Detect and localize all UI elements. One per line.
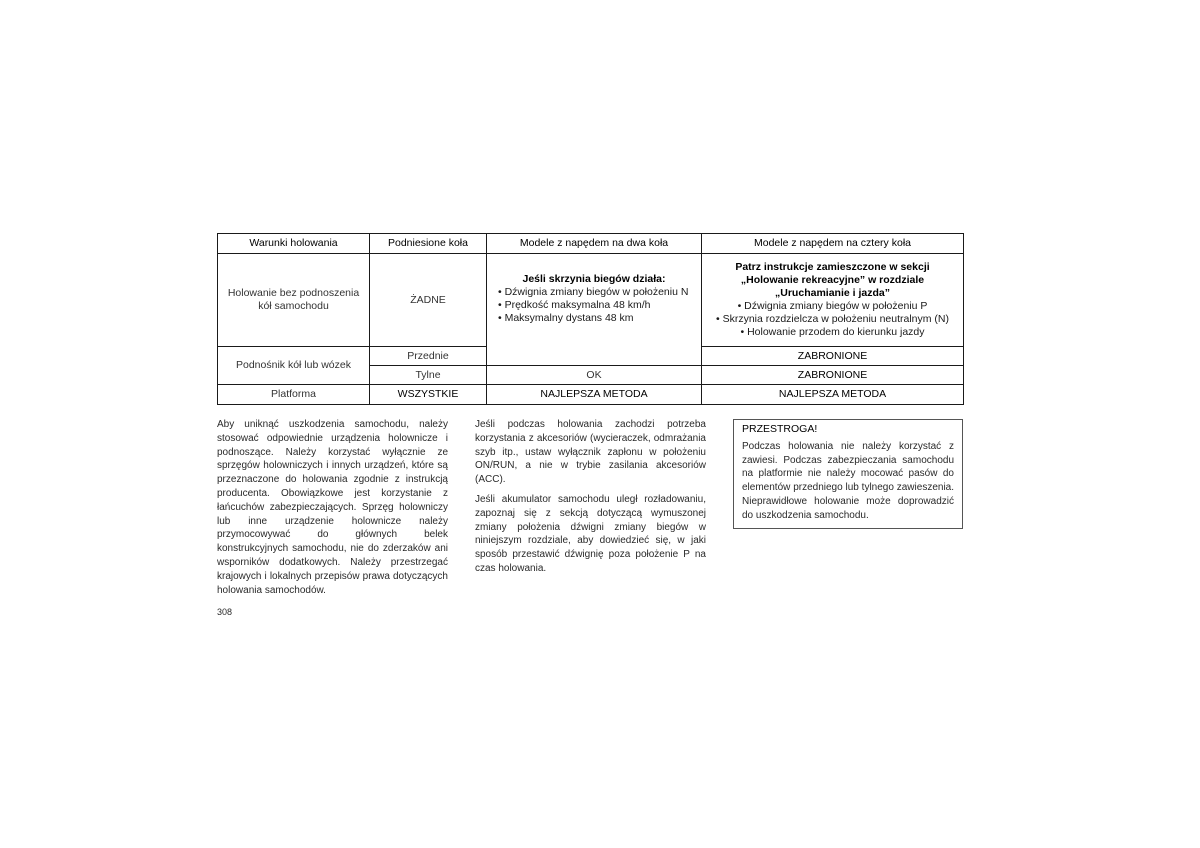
row1-lifted: ŻADNE bbox=[370, 254, 487, 347]
warning-title: PRZESTROGA! bbox=[742, 423, 818, 435]
header-4wd: Modele z napędem na cztery koła bbox=[702, 234, 964, 254]
4wd-note-line: Patrz instrukcje zamieszczone w sekcji bbox=[735, 261, 930, 273]
4wd-note-line: „Uruchamianie i jazda” bbox=[775, 287, 890, 299]
row1-4wd-cell bbox=[702, 254, 964, 347]
row3-condition: Platforma bbox=[218, 385, 370, 405]
4wd-bullet: • Dźwignia zmiany biegów w położeniu P bbox=[737, 300, 928, 312]
header-lifted-wheels: Podniesione koła bbox=[370, 234, 487, 254]
2wd-title: Jeśli skrzynia biegów działa: bbox=[522, 272, 666, 285]
row2-front: Przednie bbox=[370, 347, 487, 366]
paragraph: Jeśli podczas holowania zachodzi potrzeba korzystania z akcesoriów (wycieraczek, odmrażania szyb itp., ustaw wyłącznik zapłonu w położeniu ON/RUN, a nie w trybie zasilania akcesoriów (ACC). bbox=[475, 419, 706, 486]
2wd-bullet: • Maksymalny dystans 48 km bbox=[498, 311, 634, 324]
4wd-note-line: „Holowanie rekreacyjne” w rozdziale bbox=[740, 274, 925, 286]
table-row bbox=[218, 385, 964, 405]
row2-rear: Tylne bbox=[370, 366, 487, 385]
text-column-2 bbox=[475, 418, 706, 582]
row3-2wd: NAJLEPSZA METODA bbox=[487, 385, 702, 405]
header-2wd: Modele z napędem na dwa koła bbox=[487, 234, 702, 254]
paragraph: Jeśli akumulator samochodu uległ rozładowaniu, zapoznaj się z sekcją dotyczącą wymuszonej zmiany położenia dźwigni zmiany biegów w niniejszym rozdziale, aby dowiedzieć się, w jaki sposób przestawić dźwignię poza położenie P na czas holowania. bbox=[475, 493, 706, 574]
row1-condition bbox=[218, 254, 370, 347]
4wd-bullet: • Skrzynia rozdzielcza w położeniu neutralnym (N) bbox=[715, 313, 949, 325]
warning-box bbox=[733, 419, 963, 529]
table-header-row bbox=[218, 234, 964, 254]
row1-condition-text: Holowanie bez podnoszenia kół samochodu bbox=[227, 287, 360, 312]
header-conditions: Warunki holowania bbox=[218, 234, 370, 254]
row2-rear-2wd: OK bbox=[487, 366, 702, 385]
warning-text: Podczas holowania nie należy korzystać z zawiesi. Podczas zabezpieczania samochodu na platformie nie należy mocować pasów do elementów przedniego lub tylnego zawieszenia. Nieprawidłowe holowanie może doprowadzić do uszkodzenia samochodu. bbox=[742, 440, 954, 521]
row1-2wd-cell bbox=[487, 254, 702, 366]
paragraph: Aby uniknąć uszkodzenia samochodu, należy stosować odpowiednie urządzenia holownicze i podnoszące. Należy korzystać wyłącznie ze sprzęgów holowniczych i innych urządzeń, które są przeznaczone do holowania zgodnie z instrukcją producenta. Obowiązkowe jest korzystanie z łańcuchów zabezpieczających. Sprzęg holowniczy lub inne urządzenie holownicze należy przymocowywać do głównych belek konstrukcyjnych samochodu, nie do zderzaków ani wsporników dodatkowych. Należy przestrzegać krajowych i lokalnych przepisów prawa dotyczących holowania samochodów. bbox=[217, 419, 448, 596]
row3-4wd: NAJLEPSZA METODA bbox=[702, 385, 964, 405]
row2-rear-4wd: ZABRONIONE bbox=[702, 366, 964, 385]
table-row bbox=[218, 254, 964, 347]
towing-table bbox=[217, 233, 964, 405]
2wd-bullet: • Prędkość maksymalna 48 km/h bbox=[498, 298, 651, 311]
text-column-1 bbox=[217, 418, 448, 603]
4wd-bullet: • Holowanie przodem do kierunku jazdy bbox=[740, 326, 925, 338]
2wd-bullet: • Dźwignia zmiany biegów w położeniu N bbox=[498, 285, 689, 298]
row2-condition: Podnośnik kół lub wózek bbox=[218, 347, 370, 385]
row3-lifted: WSZYSTKIE bbox=[370, 385, 487, 405]
page-number: 308 bbox=[217, 607, 233, 617]
row2-front-4wd: ZABRONIONE bbox=[702, 347, 964, 366]
